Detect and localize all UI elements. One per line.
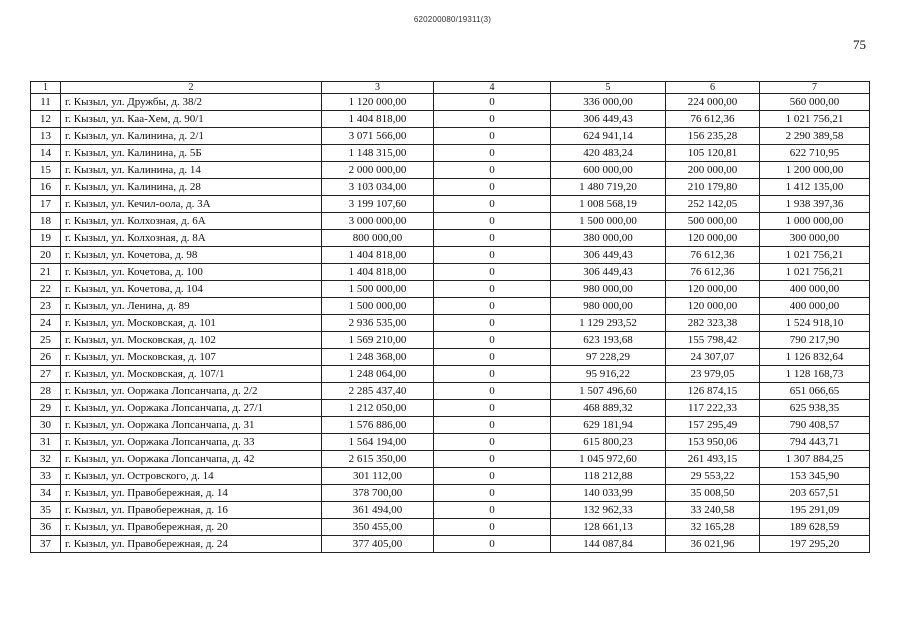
cell-col6-value: 29 553,22	[666, 468, 760, 485]
cell-total-cost: 2 936 535,00	[322, 315, 434, 332]
cell-col4-value: 0	[434, 111, 551, 128]
cell-address: г. Кызыл, ул. Колхозная, д. 8А	[61, 230, 322, 247]
cell-col4-value: 0	[434, 400, 551, 417]
cell-col4-value: 0	[434, 485, 551, 502]
table-row	[31, 111, 870, 128]
cell-col4-value: 0	[434, 366, 551, 383]
cell-row-number: 37	[31, 536, 61, 553]
cell-col7-value: 794 443,71	[760, 434, 870, 451]
cell-total-cost: 1 404 818,00	[322, 111, 434, 128]
page-number: 75	[853, 37, 866, 52]
cell-address: г. Кызыл, ул. Московская, д. 107	[61, 349, 322, 366]
cell-address: г. Кызыл, ул. Дружбы, д. 38/2	[61, 94, 322, 111]
cell-col7-value: 1 000 000,00	[760, 213, 870, 230]
cell-address: г. Кызыл, ул. Ооржака Лопсанчапа, д. 27/1	[61, 400, 322, 417]
cell-col6-value: 105 120,81	[666, 145, 760, 162]
cell-address: г. Кызыл, ул. Московская, д. 101	[61, 315, 322, 332]
cell-row-number: 27	[31, 366, 61, 383]
cell-address: г. Кызыл, ул. Московская, д. 107/1	[61, 366, 322, 383]
column-header-5: 5	[551, 82, 666, 94]
cell-col4-value: 0	[434, 247, 551, 264]
cell-col7-value: 625 938,35	[760, 400, 870, 417]
cell-address: г. Кызыл, ул. Калинина, д. 5Б	[61, 145, 322, 162]
cell-col7-value: 790 217,90	[760, 332, 870, 349]
cell-col5-value: 144 087,84	[551, 536, 666, 553]
cell-col7-value: 197 295,20	[760, 536, 870, 553]
cell-col4-value: 0	[434, 519, 551, 536]
cell-col7-value: 400 000,00	[760, 281, 870, 298]
cell-col6-value: 155 798,42	[666, 332, 760, 349]
cell-row-number: 26	[31, 349, 61, 366]
cell-col5-value: 980 000,00	[551, 281, 666, 298]
header-row	[31, 82, 870, 94]
cell-row-number: 23	[31, 298, 61, 315]
cell-col4-value: 0	[434, 417, 551, 434]
cell-row-number: 32	[31, 451, 61, 468]
cell-col6-value: 210 179,80	[666, 179, 760, 196]
cell-col6-value: 117 222,33	[666, 400, 760, 417]
column-header-6: 6	[666, 82, 760, 94]
cell-col7-value: 1 126 832,64	[760, 349, 870, 366]
cell-col5-value: 380 000,00	[551, 230, 666, 247]
table-row	[31, 196, 870, 213]
cell-col5-value: 306 449,43	[551, 111, 666, 128]
cell-col6-value: 120 000,00	[666, 298, 760, 315]
cell-col4-value: 0	[434, 213, 551, 230]
cell-col4-value: 0	[434, 162, 551, 179]
cell-total-cost: 1 248 064,00	[322, 366, 434, 383]
cell-col7-value: 1 128 168,73	[760, 366, 870, 383]
cell-total-cost: 1 500 000,00	[322, 281, 434, 298]
cell-total-cost: 350 455,00	[322, 519, 434, 536]
cell-address: г. Кызыл, ул. Колхозная, д. 6А	[61, 213, 322, 230]
table-row	[31, 213, 870, 230]
cell-col7-value: 195 291,09	[760, 502, 870, 519]
cell-row-number: 15	[31, 162, 61, 179]
cell-col4-value: 0	[434, 434, 551, 451]
cell-row-number: 28	[31, 383, 61, 400]
cell-col5-value: 629 181,94	[551, 417, 666, 434]
cell-col5-value: 1 129 293,52	[551, 315, 666, 332]
cell-col7-value: 1 021 756,21	[760, 247, 870, 264]
table-row	[31, 247, 870, 264]
cell-col6-value: 224 000,00	[666, 94, 760, 111]
cell-col5-value: 140 033,99	[551, 485, 666, 502]
cell-col4-value: 0	[434, 298, 551, 315]
cell-row-number: 20	[31, 247, 61, 264]
cell-total-cost: 3 071 566,00	[322, 128, 434, 145]
cell-col6-value: 157 295,49	[666, 417, 760, 434]
cell-address: г. Кызыл, ул. Кочетова, д. 104	[61, 281, 322, 298]
table-row	[31, 264, 870, 281]
cell-row-number: 24	[31, 315, 61, 332]
cell-total-cost: 1 576 886,00	[322, 417, 434, 434]
cell-address: г. Кызыл, ул. Каа-Хем, д. 90/1	[61, 111, 322, 128]
cell-row-number: 19	[31, 230, 61, 247]
cell-col5-value: 980 000,00	[551, 298, 666, 315]
table-row	[31, 536, 870, 553]
data-table	[30, 81, 870, 553]
cell-col5-value: 1 500 000,00	[551, 213, 666, 230]
table-row	[31, 94, 870, 111]
cell-total-cost: 378 700,00	[322, 485, 434, 502]
cell-row-number: 25	[31, 332, 61, 349]
cell-col5-value: 623 193,68	[551, 332, 666, 349]
table-row	[31, 451, 870, 468]
cell-address: г. Кызыл, ул. Кочетова, д. 98	[61, 247, 322, 264]
cell-row-number: 29	[31, 400, 61, 417]
cell-total-cost: 2 000 000,00	[322, 162, 434, 179]
cell-col5-value: 1 045 972,60	[551, 451, 666, 468]
table-row	[31, 417, 870, 434]
cell-address: г. Кызыл, ул. Калинина, д. 2/1	[61, 128, 322, 145]
cell-col4-value: 0	[434, 332, 551, 349]
cell-row-number: 16	[31, 179, 61, 196]
cell-total-cost: 1 248 368,00	[322, 349, 434, 366]
cell-col7-value: 153 345,90	[760, 468, 870, 485]
cell-col6-value: 24 307,07	[666, 349, 760, 366]
cell-row-number: 34	[31, 485, 61, 502]
cell-col4-value: 0	[434, 349, 551, 366]
cell-col5-value: 615 800,23	[551, 434, 666, 451]
cell-col5-value: 468 889,32	[551, 400, 666, 417]
cell-col7-value: 1 524 918,10	[760, 315, 870, 332]
table-row	[31, 519, 870, 536]
cell-row-number: 22	[31, 281, 61, 298]
cell-address: г. Кызыл, ул. Кечил-оола, д. 3А	[61, 196, 322, 213]
cell-col4-value: 0	[434, 468, 551, 485]
cell-address: г. Кызыл, ул. Правобережная, д. 24	[61, 536, 322, 553]
cell-address: г. Кызыл, ул. Правобережная, д. 16	[61, 502, 322, 519]
cell-col7-value: 2 290 389,58	[760, 128, 870, 145]
table-row	[31, 145, 870, 162]
cell-col4-value: 0	[434, 179, 551, 196]
cell-col6-value: 76 612,36	[666, 264, 760, 281]
cell-address: г. Кызыл, ул. Московская, д. 102	[61, 332, 322, 349]
cell-address: г. Кызыл, ул. Правобережная, д. 14	[61, 485, 322, 502]
cell-row-number: 21	[31, 264, 61, 281]
cell-total-cost: 2 285 437,40	[322, 383, 434, 400]
cell-total-cost: 1 564 194,00	[322, 434, 434, 451]
table-row	[31, 434, 870, 451]
cell-col6-value: 156 235,28	[666, 128, 760, 145]
cell-row-number: 12	[31, 111, 61, 128]
cell-total-cost: 361 494,00	[322, 502, 434, 519]
column-header-2: 2	[61, 82, 322, 94]
cell-col4-value: 0	[434, 502, 551, 519]
cell-col6-value: 33 240,58	[666, 502, 760, 519]
table-row	[31, 332, 870, 349]
cell-col6-value: 120 000,00	[666, 230, 760, 247]
cell-row-number: 35	[31, 502, 61, 519]
cell-col7-value: 189 628,59	[760, 519, 870, 536]
cell-col5-value: 132 962,33	[551, 502, 666, 519]
table-row	[31, 179, 870, 196]
cell-col4-value: 0	[434, 315, 551, 332]
cell-col4-value: 0	[434, 145, 551, 162]
cell-total-cost: 1 569 210,00	[322, 332, 434, 349]
cell-col6-value: 252 142,05	[666, 196, 760, 213]
table-row	[31, 383, 870, 400]
cell-address: г. Кызыл, ул. Калинина, д. 28	[61, 179, 322, 196]
table-row	[31, 162, 870, 179]
cell-total-cost: 301 112,00	[322, 468, 434, 485]
cell-col4-value: 0	[434, 128, 551, 145]
cell-col6-value: 76 612,36	[666, 111, 760, 128]
cell-col5-value: 624 941,14	[551, 128, 666, 145]
table-header	[31, 82, 870, 94]
cell-col7-value: 1 412 135,00	[760, 179, 870, 196]
table-row	[31, 230, 870, 247]
cell-address: г. Кызыл, ул. Ооржака Лопсанчапа, д. 33	[61, 434, 322, 451]
table-row	[31, 281, 870, 298]
cell-total-cost: 1 404 818,00	[322, 247, 434, 264]
table-row	[31, 315, 870, 332]
cell-col5-value: 306 449,43	[551, 247, 666, 264]
cell-col6-value: 32 165,28	[666, 519, 760, 536]
cell-total-cost: 1 500 000,00	[322, 298, 434, 315]
table-row	[31, 400, 870, 417]
cell-col6-value: 282 323,38	[666, 315, 760, 332]
cell-col5-value: 1 008 568,19	[551, 196, 666, 213]
cell-col7-value: 300 000,00	[760, 230, 870, 247]
cell-col5-value: 118 212,88	[551, 468, 666, 485]
cell-col6-value: 261 493,15	[666, 451, 760, 468]
table-row	[31, 485, 870, 502]
cell-total-cost: 2 615 350,00	[322, 451, 434, 468]
cell-col4-value: 0	[434, 536, 551, 553]
cell-total-cost: 1 148 315,00	[322, 145, 434, 162]
cell-row-number: 17	[31, 196, 61, 213]
cell-col5-value: 306 449,43	[551, 264, 666, 281]
cell-col7-value: 560 000,00	[760, 94, 870, 111]
cell-col6-value: 35 008,50	[666, 485, 760, 502]
cell-col4-value: 0	[434, 264, 551, 281]
cell-col4-value: 0	[434, 451, 551, 468]
cell-col5-value: 95 916,22	[551, 366, 666, 383]
cell-row-number: 31	[31, 434, 61, 451]
cell-col7-value: 203 657,51	[760, 485, 870, 502]
cell-col6-value: 76 612,36	[666, 247, 760, 264]
cell-col7-value: 1 307 884,25	[760, 451, 870, 468]
cell-col5-value: 1 480 719,20	[551, 179, 666, 196]
cell-row-number: 33	[31, 468, 61, 485]
cell-row-number: 14	[31, 145, 61, 162]
cell-col5-value: 600 000,00	[551, 162, 666, 179]
cell-col4-value: 0	[434, 230, 551, 247]
table-row	[31, 128, 870, 145]
cell-col6-value: 23 979,05	[666, 366, 760, 383]
cell-address: г. Кызыл, ул. Кочетова, д. 100	[61, 264, 322, 281]
cell-address: г. Кызыл, ул. Ооржака Лопсанчапа, д. 42	[61, 451, 322, 468]
column-header-4: 4	[434, 82, 551, 94]
table-row	[31, 366, 870, 383]
cell-address: г. Кызыл, ул. Правобережная, д. 20	[61, 519, 322, 536]
table-row	[31, 502, 870, 519]
cell-col7-value: 790 408,57	[760, 417, 870, 434]
cell-col5-value: 420 483,24	[551, 145, 666, 162]
cell-col5-value: 97 228,29	[551, 349, 666, 366]
cell-row-number: 13	[31, 128, 61, 145]
cell-col6-value: 120 000,00	[666, 281, 760, 298]
column-header-7: 7	[760, 82, 870, 94]
cell-col6-value: 36 021,96	[666, 536, 760, 553]
cell-col5-value: 336 000,00	[551, 94, 666, 111]
cell-col7-value: 1 200 000,00	[760, 162, 870, 179]
cell-col4-value: 0	[434, 94, 551, 111]
table-body	[31, 94, 870, 553]
cell-col4-value: 0	[434, 196, 551, 213]
table-row	[31, 298, 870, 315]
cell-col6-value: 200 000,00	[666, 162, 760, 179]
column-header-3: 3	[322, 82, 434, 94]
cell-col7-value: 622 710,95	[760, 145, 870, 162]
cell-address: г. Кызыл, ул. Островского, д. 14	[61, 468, 322, 485]
cell-col6-value: 126 874,15	[666, 383, 760, 400]
cell-row-number: 18	[31, 213, 61, 230]
cell-col5-value: 1 507 496,60	[551, 383, 666, 400]
cell-row-number: 30	[31, 417, 61, 434]
cell-total-cost: 1 404 818,00	[322, 264, 434, 281]
cell-col5-value: 128 661,13	[551, 519, 666, 536]
cell-col7-value: 1 021 756,21	[760, 111, 870, 128]
column-header-1: 1	[31, 82, 61, 94]
cell-total-cost: 377 405,00	[322, 536, 434, 553]
cell-row-number: 11	[31, 94, 61, 111]
table-row	[31, 349, 870, 366]
cell-total-cost: 3 000 000,00	[322, 213, 434, 230]
cell-total-cost: 1 120 000,00	[322, 94, 434, 111]
cell-col7-value: 1 938 397,36	[760, 196, 870, 213]
cell-address: г. Кызыл, ул. Ооржака Лопсанчапа, д. 31	[61, 417, 322, 434]
cell-col6-value: 153 950,06	[666, 434, 760, 451]
cell-address: г. Кызыл, ул. Ооржака Лопсанчапа, д. 2/2	[61, 383, 322, 400]
cell-total-cost: 3 103 034,00	[322, 179, 434, 196]
cell-address: г. Кызыл, ул. Ленина, д. 89	[61, 298, 322, 315]
cell-total-cost: 1 212 050,00	[322, 400, 434, 417]
cell-col7-value: 400 000,00	[760, 298, 870, 315]
cell-col6-value: 500 000,00	[666, 213, 760, 230]
cell-total-cost: 3 199 107,60	[322, 196, 434, 213]
cell-col7-value: 1 021 756,21	[760, 264, 870, 281]
cell-address: г. Кызыл, ул. Калинина, д. 14	[61, 162, 322, 179]
cell-row-number: 36	[31, 519, 61, 536]
cell-col4-value: 0	[434, 281, 551, 298]
cell-col4-value: 0	[434, 383, 551, 400]
cell-total-cost: 800 000,00	[322, 230, 434, 247]
document-id: 620200080/19311(3)	[413, 15, 492, 24]
table-row	[31, 468, 870, 485]
cell-col7-value: 651 066,65	[760, 383, 870, 400]
